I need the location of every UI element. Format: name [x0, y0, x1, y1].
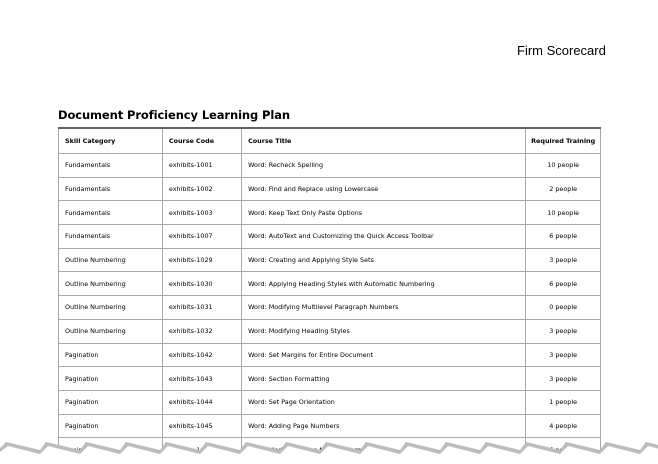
course-code-cell: exhibits-1031 — [162, 296, 241, 320]
required-training-cell: 4 people — [526, 414, 601, 438]
table-row — [59, 272, 601, 296]
required-training-cell: 10 people — [526, 154, 601, 178]
course-code-cell: exhibits-1043 — [162, 367, 241, 391]
learning-plan-table — [58, 127, 601, 462]
skill-category-cell: Fundamentals — [59, 201, 163, 225]
column-header-required-training: Required Training — [526, 128, 601, 154]
required-training-cell: 3 people — [526, 319, 601, 343]
course-code-cell: exhibits-1030 — [162, 272, 241, 296]
table-row — [59, 367, 601, 391]
course-title-cell: Word: Adding Page Numbers — [242, 414, 526, 438]
skill-category-cell: Outline Numbering — [59, 272, 163, 296]
course-title-cell: Word: Modifying Multilevel Paragraph Numbers — [242, 296, 526, 320]
skill-category-cell: Fundamentals — [59, 225, 163, 249]
document-title: Document Proficiency Learning Plan — [58, 108, 290, 122]
table-row — [59, 177, 601, 201]
course-title-cell: Word: Modifying Heading Styles — [242, 319, 526, 343]
table-row — [59, 343, 601, 367]
course-code-cell: exhibits-1002 — [162, 177, 241, 201]
course-code-cell: exhibits-1032 — [162, 319, 241, 343]
course-code-cell: exhibits-1045 — [162, 414, 241, 438]
course-title-cell: Word: Applying Heading Styles with Automatic Numbering — [242, 272, 526, 296]
table-row — [59, 201, 601, 225]
skill-category-cell: Pagination — [59, 414, 163, 438]
skill-category-cell: Pagination — [59, 343, 163, 367]
course-code-cell: exhibits-1044 — [162, 390, 241, 414]
course-title-cell: Word: AutoText and Customizing the Quick Access Toolbar — [242, 225, 526, 249]
course-code-cell: exhibits-1001 — [162, 154, 241, 178]
required-training-cell: 3 people — [526, 343, 601, 367]
table-row — [59, 414, 601, 438]
firm-title: Firm Scorecard — [517, 43, 606, 58]
skill-category-cell: Pagination — [59, 390, 163, 414]
skill-category-cell: Pagination — [59, 367, 163, 391]
required-training-cell: 6 people — [526, 225, 601, 249]
course-code-cell: exhibits-1003 — [162, 201, 241, 225]
column-header-course-code: Course Code — [162, 128, 241, 154]
table-row — [59, 296, 601, 320]
course-title-cell: Word: Recheck Spelling — [242, 154, 526, 178]
column-header-course-title: Course Title — [242, 128, 526, 154]
required-training-cell: 10 people — [526, 201, 601, 225]
course-title-cell: Word: Section Formatting — [242, 367, 526, 391]
skill-category-cell: Outline Numbering — [59, 319, 163, 343]
course-code-cell: exhibits-1029 — [162, 248, 241, 272]
required-training-cell: 0 people — [526, 296, 601, 320]
required-training-cell: 1 people — [526, 390, 601, 414]
skill-category-cell: Outline Numbering — [59, 296, 163, 320]
table-header-row — [59, 128, 601, 154]
table-row — [59, 225, 601, 249]
course-title-cell: Word: Keep Text Only Paste Options — [242, 201, 526, 225]
course-code-cell: exhibits-1042 — [162, 343, 241, 367]
table-row — [59, 319, 601, 343]
table-row — [59, 390, 601, 414]
table-row — [59, 248, 601, 272]
table-row — [59, 154, 601, 178]
column-header-skill-category: Skill Category — [59, 128, 163, 154]
course-title-cell: Word: Find and Replace using Lowercase — [242, 177, 526, 201]
required-training-cell: 3 people — [526, 367, 601, 391]
torn-page-edge — [0, 436, 658, 464]
skill-category-cell: Fundamentals — [59, 154, 163, 178]
required-training-cell: 3 people — [526, 248, 601, 272]
skill-category-cell: Outline Numbering — [59, 248, 163, 272]
required-training-cell: 6 people — [526, 272, 601, 296]
skill-category-cell: Fundamentals — [59, 177, 163, 201]
course-title-cell: Word: Creating and Applying Style Sets — [242, 248, 526, 272]
required-training-cell: 2 people — [526, 177, 601, 201]
course-title-cell: Word: Set Margins for Entire Document — [242, 343, 526, 367]
course-code-cell: exhibits-1007 — [162, 225, 241, 249]
course-title-cell: Word: Set Page Orientation — [242, 390, 526, 414]
